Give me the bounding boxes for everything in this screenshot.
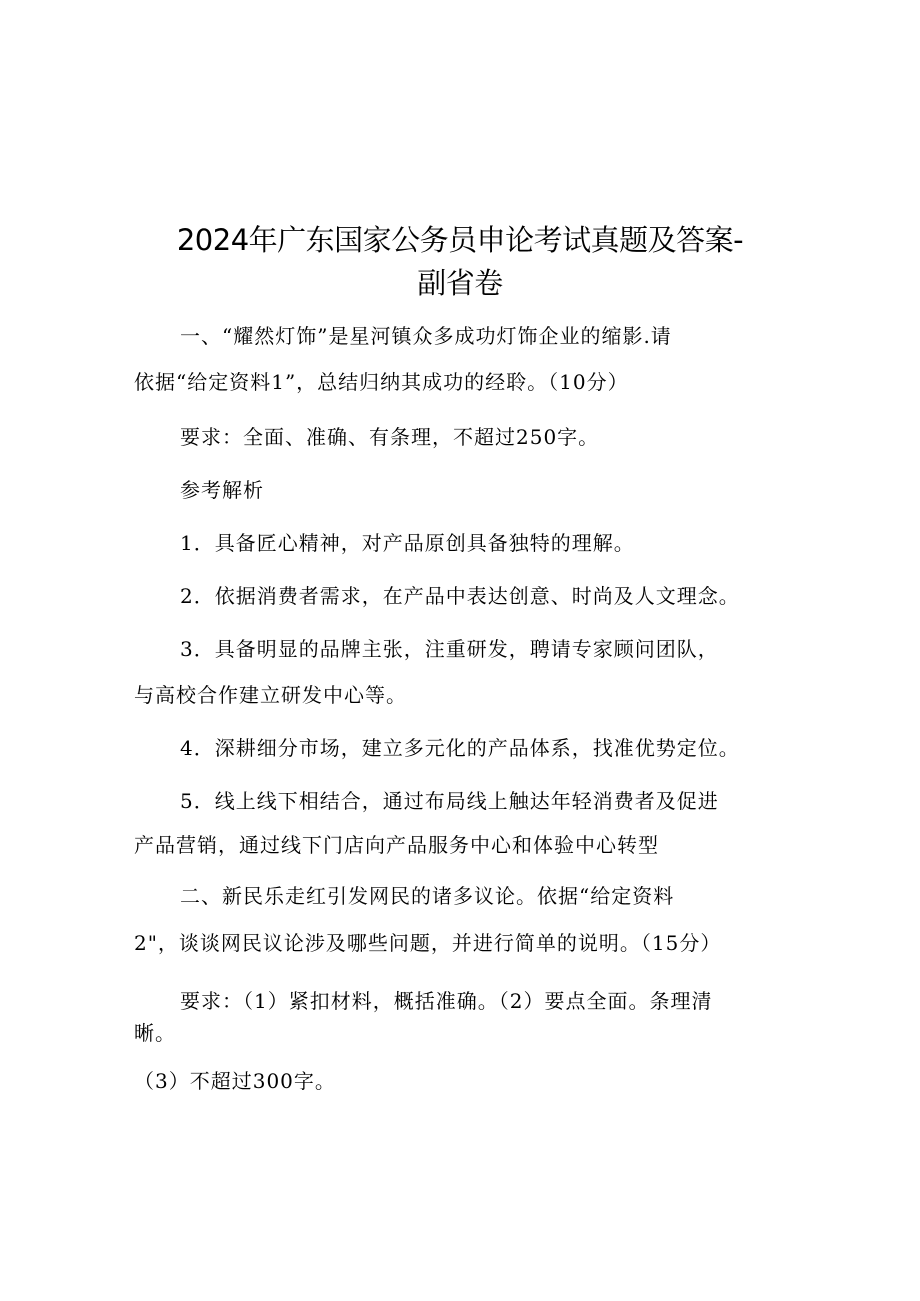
answer-point-5-continued: 产品营销，通过线下门店向产品服务中心和体验中心转型 [134,833,659,857]
answer-point-3-continued: 与高校合作建立研发中心等。 [134,683,407,707]
question-1-text-continued: 依据“给定资料1”，总结归纳其成功的经聆。（10分） [134,370,629,394]
document-title-continued: 副省卷 [417,266,503,300]
answer-point-1: 1．具备匠心精神，对产品原创具备独特的理解。 [180,531,635,555]
question-1-text: 一、“耀然灯饰”是星河镇众多成功灯饰企业的缩影.请 [180,324,672,348]
question-2-requirement: 要求：（1）紧扣材料，概括准确。（2）要点全面。条理清 [180,989,713,1013]
document-title: 2024年广东国家公务员申论考试真题及答案- [176,223,744,257]
answer-point-3: 3．具备明显的品牌主张，注重研发，聘请专家顾问团队， [180,637,719,661]
answer-point-4: 4．深耕细分市场，建立多元化的产品体系，找准优势定位。 [180,736,740,760]
question-2-text-continued: 2"，谈谈网民议论涉及哪些问题，并进行简单的说明。（15分） [134,931,722,955]
answer-point-2: 2．依据消费者需求，在产品中表达创意、时尚及人文理念。 [180,584,740,608]
question-1-requirement: 要求：全面、准确、有条理，不超过250字。 [180,425,600,449]
answer-point-5: 5．线上线下相结合，通过布局线上触达年轻消费者及促进 [180,789,719,813]
question-2-text: 二、新民乐走红引发网民的诸多议论。依据“给定资料 [180,884,675,908]
question-2-requirement-item-3: （3）不超过300字。 [134,1069,336,1093]
question-2-requirement-continued: 晰。 [134,1021,176,1045]
reference-analysis-heading: 参考解析 [180,478,264,502]
